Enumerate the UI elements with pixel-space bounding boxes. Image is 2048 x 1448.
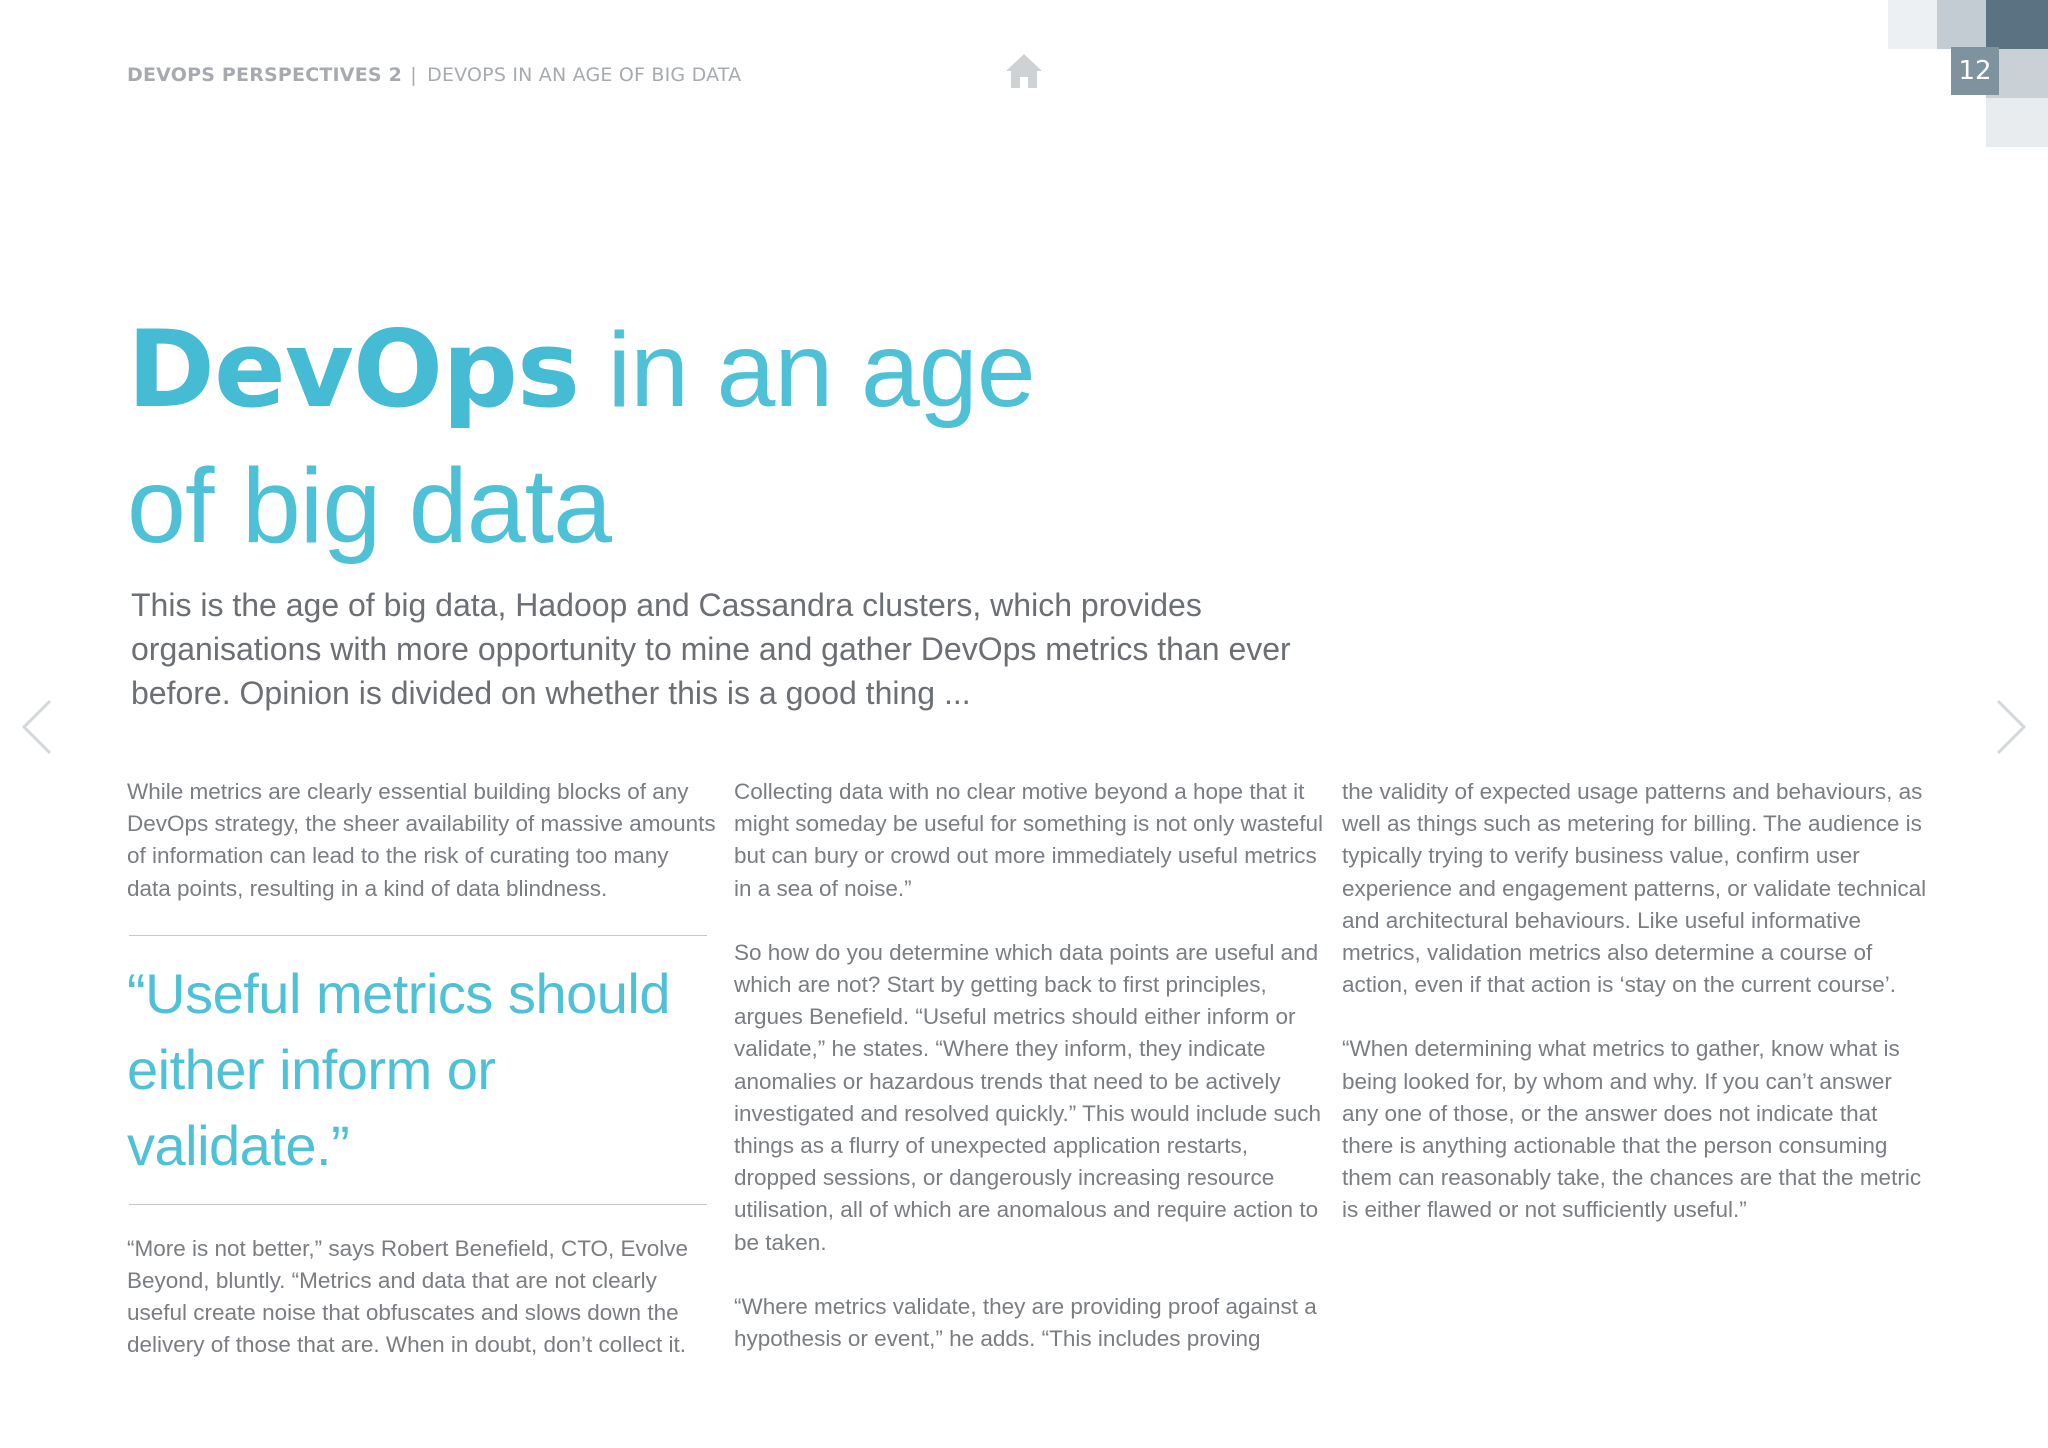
pullquote: “Useful metrics should either inform or validate.” (127, 961, 670, 1177)
col2-paragraph-1: Collecting data with no clear motive beyond a hope that it might someday be useful for something is not only wasteful but can bury or crowd out more immediately useful metrics in a sea of noise.” (734, 779, 1324, 901)
standfirst: This is the age of big data, Hadoop and Cassandra clusters, which provides organisations with more opportunity to mine and gather DevOps metrics than ever before. Opinion is divided on whether this is a good thing ... (131, 587, 1291, 711)
title-strong: DevOps (127, 308, 580, 431)
col3-paragraph-1: the validity of expected usage patterns and behaviours, as well as things such as metering for billing. The audience is typically trying to verify business value, confirm user experience and engagement patterns, or validate technical and architectural behaviours. Like useful informative metrics, validation metrics also determine a course of action, even if that action is ‘stay on the current course’. (1342, 779, 1927, 998)
column-2 (734, 776, 1324, 1355)
col1-intro: While metrics are clearly essential building blocks of any DevOps strategy, the sheer availability of massive amounts of information can lead to the risk of curating too many data points, resulting in a kind of data blindness. (127, 779, 716, 901)
mosaic-tile (1986, 98, 2048, 147)
header-separator: | (410, 64, 417, 86)
column-3 (1342, 776, 1932, 1227)
section-title: DEVOPS IN AN AGE OF BIG DATA (427, 64, 742, 86)
col2-paragraph-2: So how do you determine which data points are useful and which are not? Start by getting back to first principles, argues Benefield. “Useful metrics should either inform or validate,” he states. “Where they inform, they indicate anomalies or hazardous trends that need to be actively investigated and resolved quickly.” This would include such things as a flurry of unexpected application restarts, dropped sessions, or dangerously increasing resource utilisation, all of which are anomalous and require action to be taken. (734, 939, 1321, 1255)
mosaic-tile (1986, 0, 2048, 49)
running-header (127, 64, 741, 86)
chevron-right-icon[interactable] (1990, 697, 2030, 757)
title-line1-rest: in an age (579, 311, 1035, 429)
home-icon[interactable] (1004, 52, 1044, 90)
col3-paragraph-2: “When determining what metrics to gather, know what is being looked for, by whom and why. If you can’t answer any one of those, or the answer does not indicate that there is anything actionable that the person consuming them can reasonably take, the chances are that the metric is either flawed or not sufficiently useful.” (1342, 1036, 1922, 1223)
chevron-left-icon[interactable] (18, 697, 58, 757)
pullquote-rule-bottom (129, 1204, 707, 1205)
mosaic-tile (1888, 0, 1937, 49)
column-1 (127, 776, 717, 1362)
publication-title: DEVOPS PERSPECTIVES 2 (127, 64, 402, 86)
col1-after-quote: “More is not better,” says Robert Benefield, CTO, Evolve Beyond, bluntly. “Metrics and data that are not clearly useful create noise that obfuscates and slows down the delivery of those that are. When in doubt, don’t collect it. (127, 1235, 689, 1358)
mosaic-tile (1937, 0, 1986, 49)
page-title (127, 302, 1035, 574)
col2-paragraph-3: “Where metrics validate, they are providing proof against a hypothesis or event,” he adds. “This includes proving (734, 1293, 1317, 1352)
title-line2: of big data (127, 447, 612, 565)
page-number: 12 (1951, 47, 1999, 95)
